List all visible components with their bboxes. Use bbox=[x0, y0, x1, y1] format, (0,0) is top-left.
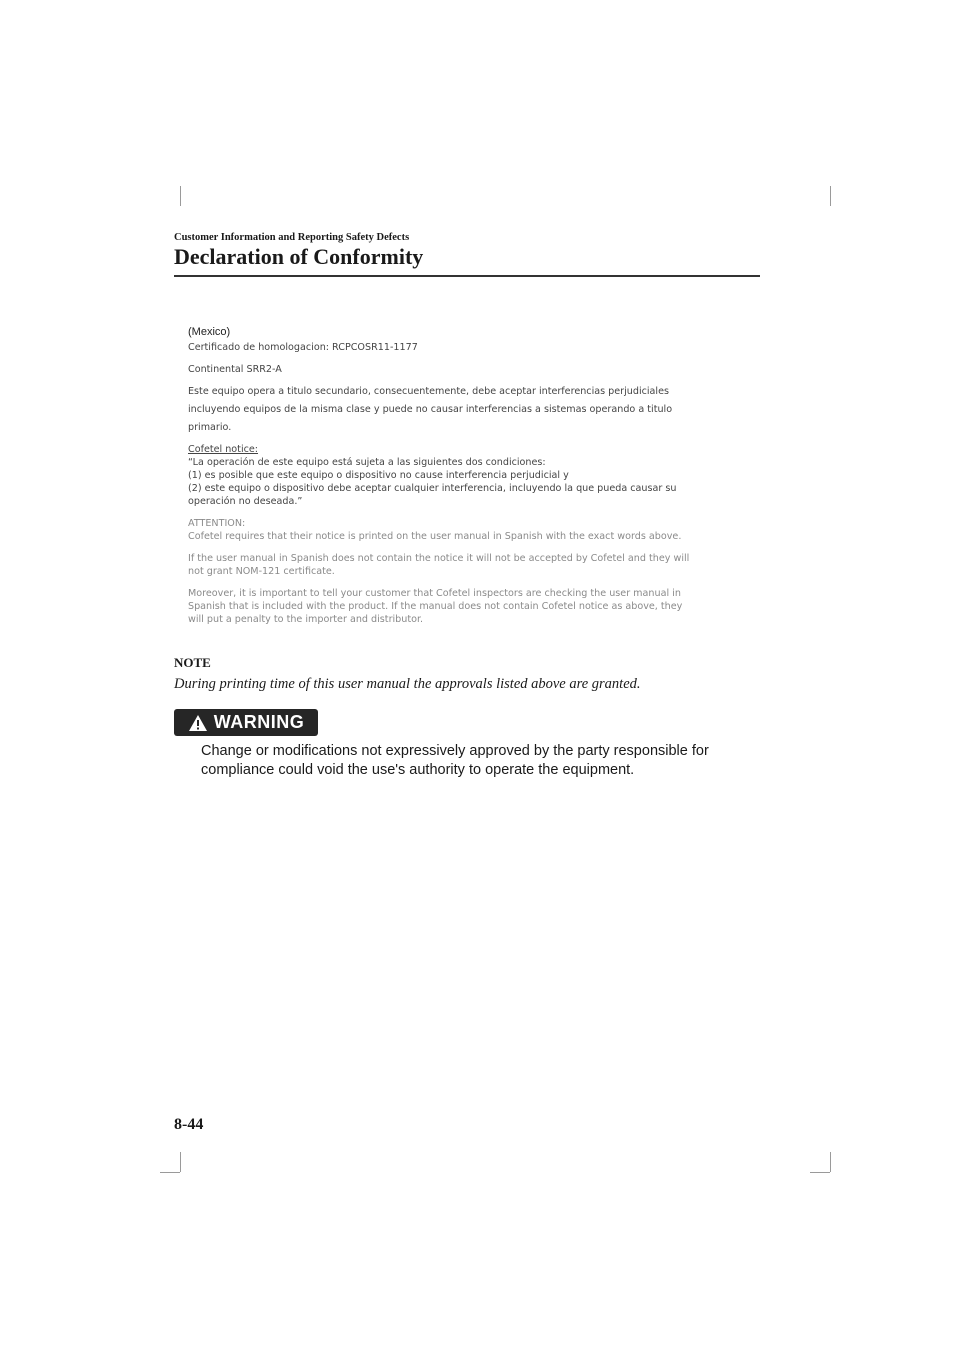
notice-model: Continental SRR2-A bbox=[188, 364, 282, 375]
notice-paragraph-line: incluyendo equipos de la misma clase y puede no causar interferencias a sistemas operando a titulo bbox=[188, 404, 673, 415]
cofetel-quote-line: (2) este equipo o dispositivo debe aceptar cualquier interferencia, incluyendo la que pueda causar su bbox=[188, 483, 677, 494]
notice-certificate: Certificado de homologacion: RCPCOSR11-1177 bbox=[188, 342, 418, 353]
manual-text-line: If the user manual in Spanish does not contain the notice it will not be accepted by Cofetel and they will bbox=[188, 553, 690, 564]
crop-mark bbox=[160, 1172, 180, 1173]
page-number: 8-44 bbox=[174, 1116, 204, 1133]
warning-triangle-icon bbox=[188, 714, 208, 732]
mexico-notice bbox=[188, 326, 754, 626]
notice-region: (Mexico) bbox=[188, 326, 231, 338]
moreover-text-line: Spanish that is included with the product. If the manual does not contain Cofetel notice as above, they bbox=[188, 601, 683, 612]
section-label: Customer Information and Reporting Safety Defects bbox=[174, 232, 410, 243]
attention-heading: ATTENTION: bbox=[188, 518, 246, 529]
crop-mark bbox=[810, 1172, 830, 1173]
warning-text-line: compliance could void the use's authority to operate the equipment. bbox=[201, 762, 635, 778]
crop-mark bbox=[180, 186, 181, 206]
warning-text bbox=[201, 742, 761, 780]
notice-paragraph-line: primario. bbox=[188, 422, 232, 433]
crop-mark bbox=[180, 1152, 181, 1172]
warning-label: WARNING bbox=[213, 712, 305, 732]
moreover-text-line: will put a penalty to the importer and distributor. bbox=[188, 614, 424, 625]
note-text: During printing time of this user manual the approvals listed above are granted. bbox=[174, 676, 641, 692]
notice-paragraph-line: Este equipo opera a titulo secundario, consecuentemente, debe aceptar interferencias perjudiciales bbox=[188, 386, 669, 397]
page-title: Declaration of Conformity bbox=[174, 244, 424, 269]
crop-mark bbox=[830, 186, 831, 206]
note-title: NOTE bbox=[174, 655, 211, 670]
warning-badge bbox=[174, 709, 318, 736]
cofetel-quote-line: operación no deseada.” bbox=[188, 496, 303, 507]
header-rule bbox=[174, 275, 760, 277]
cofetel-quote-line: “La operación de este equipo está sujeta a las siguientes dos condiciones: bbox=[188, 457, 546, 468]
warning-text-line: Change or modifications not expressively approved by the party responsible for bbox=[201, 743, 709, 759]
moreover-text-line: Moreover, it is important to tell your customer that Cofetel inspectors are checking the user manual in bbox=[188, 588, 681, 599]
crop-mark bbox=[830, 1152, 831, 1172]
attention-text: Cofetel requires that their notice is printed on the user manual in Spanish with the exact words above. bbox=[188, 531, 682, 542]
cofetel-quote-line: (1) es posible que este equipo o dispositivo no cause interferencia perjudicial y bbox=[188, 470, 569, 481]
cofetel-heading: Cofetel notice: bbox=[188, 444, 259, 455]
manual-text-line: not grant NOM-121 certificate. bbox=[188, 566, 335, 577]
